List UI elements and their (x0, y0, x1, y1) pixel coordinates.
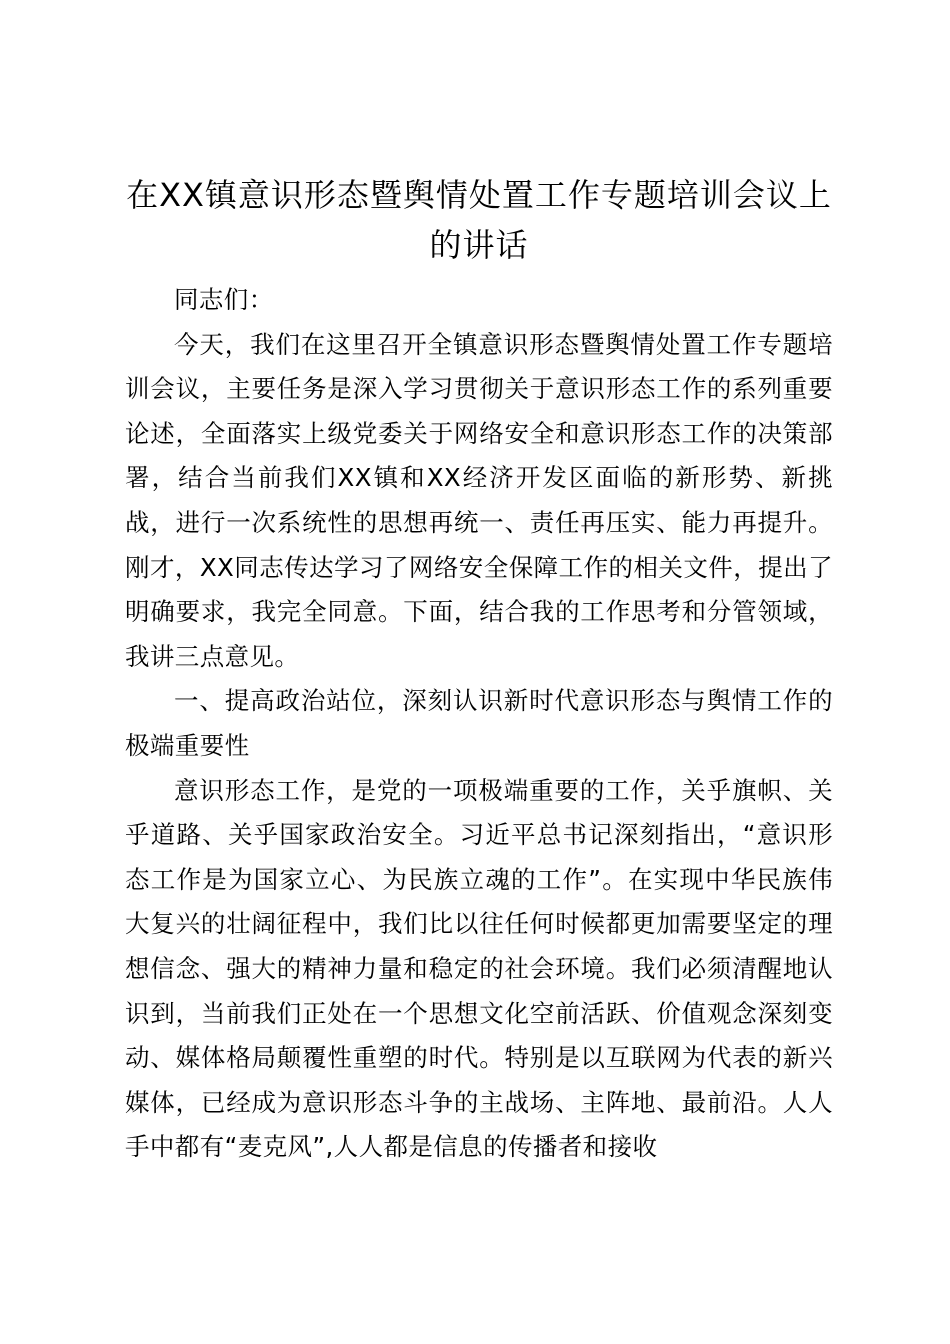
paragraph-intro: 今天，我们在这里召开全镇意识形态暨舆情处置工作专题培训会议，主要任务是深入学习贯彻关于意识形态工作的系列重要论述，全面落实上级党委关于网络安全和意识形态工作的决策部署，结合当前我们XX镇和XX经济开发区面临的新形势、新挑战，进行一次系统性的思想再统一、责任再压实、能力再提升。刚才，XX同志传达学习了网络安全保障工作的相关文件，提出了明确要求，我完全同意。下面，结合我的工作思考和分管领域，我讲三点意见。 (125, 329, 833, 671)
section-heading-1: 一、提高政治站位，深刻认识新时代意识形态与舆情工作的极端重要性 (125, 686, 833, 760)
paragraph-body-1: 意识形态工作，是党的一项极端重要的工作，关乎旗帜、关乎道路、关乎国家政治安全。习近平总书记深刻指出，“意识形态工作是为国家立心、为民族立魂的工作”。在实现中华民族伟大复兴的壮阔征程中，我们比以往任何时候都更加需要坚定的理想信念、强大的精神力量和稳定的社会环境。我们必须清醒地认识到，当前我们正处在一个思想文化空前活跃、价值观念深刻变动、媒体格局颠覆性重塑的时代。特别是以互联网为代表的新兴媒体，已经成为意识形态斗争的主战场、主阵地、最前沿。人人手中都有“麦克风”,人人都是信息的传播者和接收 (125, 775, 833, 1162)
document-title: 在XX镇意识形态暨舆情处置工作专题培训会议上的讲话 (126, 176, 832, 264)
salutation: 同志们： (174, 285, 274, 314)
document-page (125, 170, 833, 1170)
